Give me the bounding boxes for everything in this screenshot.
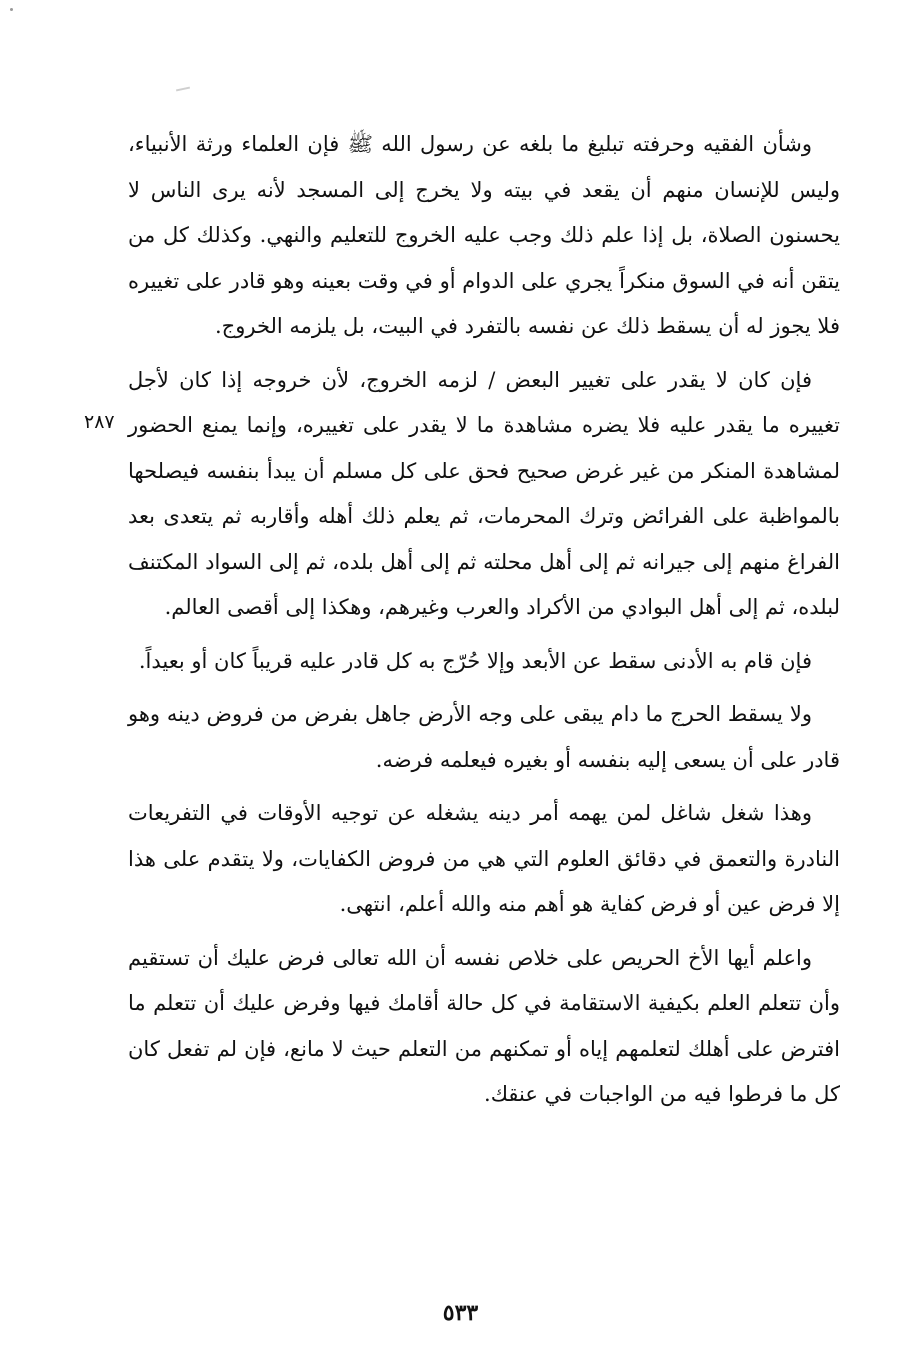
page-number: ٥٣٣ (442, 1300, 479, 1326)
paragraph-2: فإن كان لا يقدر على تغيير البعض / لزمه الخروج، لأن خروجه إذا كان لأجل تغييره ما يقدر عليه فلا يضره مشاهدة ما لا يقدر على تغييره، وإنما يمنع الحضور لمشاهدة المنكر من غير غرض صحيح فحق على كل مسلم أن يبدأ بنفسه فيصلحها بالمواظبة على الفرائض وترك المحرمات، ثم يعلم ذلك أهله وأقاربه ثم يتعدى بعد الفراغ منهم إلى جيرانه ثم إلى أهل محلته ثم إلى أهل بلده، ثم إلى السواد المكتنف لبلده، ثم إلى أهل البوادي من الأكراد والعرب وغيرهم، وهكذا إلى أقصى العالم. (128, 367, 841, 619)
paragraph-1: وشأن الفقيه وحرفته تبليغ ما بلغه عن رسول الله ﷺ فإن العلماء ورثة الأنبياء، وليس للإنسان منهم أن يقعد في بيته ولا يخرج إلى المسجد لأنه يرى الناس لا يحسنون الصلاة، بل إذا علم ذلك وجب عليه الخروج للتعليم والنهي. وكذلك كل من يتقن أنه في السوق منكراً يجري على الدوام أو في وقت بعينه وهو قادر على تغييره فلا يجوز له أن يسقط ذلك عن نفسه بالتفرد في البيت، بل يلزمه الخروج. (128, 132, 840, 338)
paragraph-3: فإن قام به الأدنى سقط عن الأبعد وإلا حُرّج به كل قادر عليه قريباً كان أو بعيداً. (138, 648, 812, 673)
margin-page-reference: ٢٨٧ (84, 411, 115, 433)
body-text (128, 122, 840, 1126)
paragraph-4: ولا يسقط الحرج ما دام يبقى على وجه الأرض جاهل بفرض من فروض دينه وهو قادر على أن يسعى إليه بنفسه أو بغيره فيعلمه فرضه. (128, 702, 840, 772)
paragraph-6: واعلم أيها الأخ الحريص على خلاص نفسه أن الله تعالى فرض عليك أن تستقيم وأن تتعلم العلم بكيفية الاستقامة في كل حالة أقامك فيها وفرض عليك أن تتعلم ما افترض على أهلك لتعلمهم إياه أو تمكنهم من التعلم حيث لا مانع، فإن لم تفعل كان كل ما فرطوا فيه من الواجبات في عنقك. (128, 945, 840, 1106)
paragraph-5: وهذا شغل شاغل لمن يهمه أمر دينه يشغله عن توجيه الأوقات في التفريعات النادرة والتعمق في دقائق العلوم التي هي من فروض الكفايات، ولا يتقدم على هذا إلا فرض عين أو فرض كفاية هو أهم منه والله أعلم، انتهى. (128, 801, 840, 916)
scan-speck (10, 8, 13, 11)
scan-mark (176, 87, 190, 92)
